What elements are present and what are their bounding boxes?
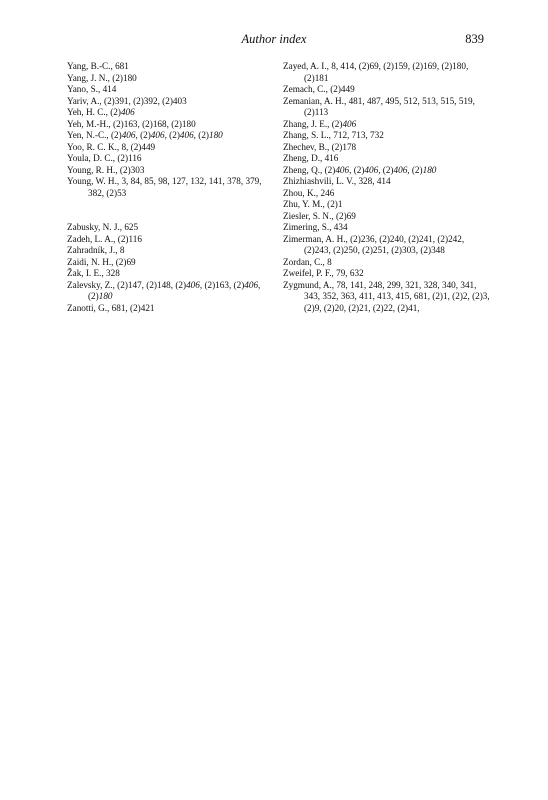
index-entry: Yano, S., 414 xyxy=(67,84,117,94)
page-number: 839 xyxy=(465,32,484,46)
index-entry: Zygmund, A., 78, 141, 248, 299, 321, 328, 340, 341, 343, 352, 363, 411, 413, 415, 681, (2)1, (2)2, (2)3, (2)9, (2)20, (2)21, (2)22, (2)41, xyxy=(283,279,490,313)
section-gap xyxy=(67,199,272,222)
index-entry: Zheng, D., 416 xyxy=(283,153,339,163)
index-entry: Yariv, A., (2)391, (2)392, (2)403 xyxy=(67,95,187,106)
index-entry: Yeh, M.-H., (2)163, (2)168, (2)180 xyxy=(67,118,196,129)
index-entry: Zhou, K., 246 xyxy=(283,187,335,198)
index-entry: Zheng, Q., (2)406, (2)406, (2)406, (2)180 xyxy=(283,164,437,175)
index-entry: Zhizhiashvili, L. V., 328, 414 xyxy=(283,176,391,186)
index-entry: Yang, B.-C., 681 xyxy=(67,61,129,71)
index-column-right xyxy=(283,61,493,314)
index-entry: Young, R. H., (2)303 xyxy=(67,164,145,175)
index-entry: Zahradník, J., 8 xyxy=(67,245,125,255)
index-entry: Yeh, H. C., (2)406 xyxy=(67,107,135,117)
index-entry: Zalevsky, Z., (2)147, (2)148, (2)406, (2)163, (2)406, (2)180 xyxy=(67,279,261,301)
index-entry: Zweifel, P. F., 79, 632 xyxy=(283,268,364,278)
index-entry: Zimerman, A. H., (2)236, (2)240, (2)241, (2)242, (2)243, (2)250, (2)251, (2)303, (2)348 xyxy=(283,233,465,255)
index-entry: Zayed, A. I., 8, 414, (2)69, (2)159, (2)169, (2)180, (2)181 xyxy=(283,61,469,83)
index-entry: Yen, N.-C., (2)406, (2)406, (2)406, (2)180 xyxy=(67,130,223,140)
index-entry: Zhechev, B., (2)178 xyxy=(283,141,357,152)
index-entry: Zabusky, N. J., 625 xyxy=(67,222,139,232)
index-entry: Žak, I. E., 328 xyxy=(67,268,120,278)
index-entry: Zordan, C., 8 xyxy=(283,256,332,267)
index-entry: Zaidi, N. H., (2)69 xyxy=(67,256,136,267)
index-entry: Ziesler, S. N., (2)69 xyxy=(283,210,356,221)
index-entry: Zemach, C., (2)449 xyxy=(283,84,355,94)
running-header-title: Author index xyxy=(241,32,307,46)
index-entry: Zemanian, A. H., 481, 487, 495, 512, 513, 515, 519, (2)113 xyxy=(283,95,475,117)
index-entry: Zadeh, L. A., (2)116 xyxy=(67,233,142,244)
index-entry: Zhu, Y. M., (2)1 xyxy=(283,199,343,209)
index-entry: Yoo, R. C. K., 8, (2)449 xyxy=(67,141,156,152)
index-column-left xyxy=(67,61,272,314)
index-entry: Zimering, S., 434 xyxy=(283,222,348,232)
index-entry: Yang, J. N., (2)180 xyxy=(67,72,137,83)
index-entry: Youla, D. C., (2)116 xyxy=(67,153,142,163)
index-entry: Zhang, J. E., (2)406 xyxy=(283,118,357,129)
index-entry: Zanotti, G., 681, (2)421 xyxy=(67,302,155,313)
index-entry: Young, W. H., 3, 84, 85, 98, 127, 132, 141, 378, 379, 382, (2)53 xyxy=(67,176,262,198)
index-entry: Zhang, S. L., 712, 713, 732 xyxy=(283,130,384,140)
